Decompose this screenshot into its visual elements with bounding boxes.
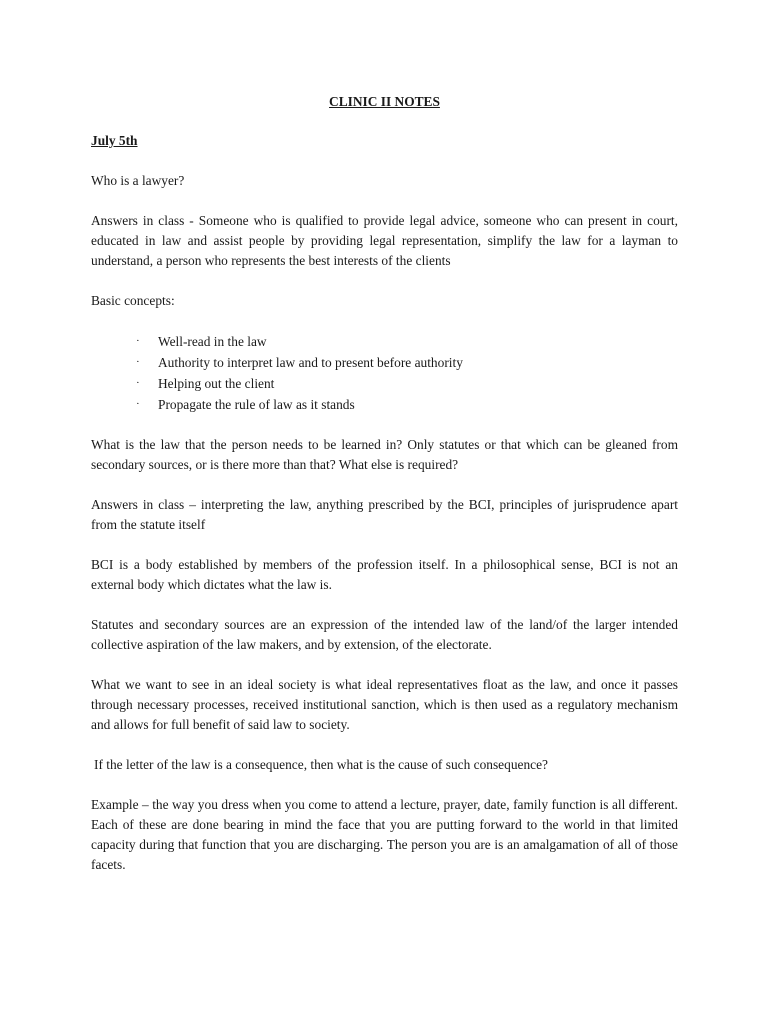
bullet-icon: · (136, 335, 140, 347)
ideal-society-paragraph: What we want to see in an ideal society is what ideal representatives float as the law, and once it passes through necessary processes, received institutional sanction, which is then used as a regulatory mechanism and allows for full benefit of said law to society. (91, 677, 678, 732)
basic-concepts-label: Basic concepts: (91, 293, 175, 308)
question-who-is-lawyer: Who is a lawyer? (91, 173, 185, 188)
bullet-icon: · (136, 356, 140, 368)
list-item (91, 352, 678, 373)
bullet-icon: · (136, 377, 140, 389)
list-item (91, 373, 678, 394)
answers-in-class-2: Answers in class – interpreting the law, anything prescribed by the BCI, principles of jurisprudence apart from the statute itself (91, 497, 678, 532)
list-item (91, 394, 678, 415)
concept-text: Helping out the client (158, 376, 275, 391)
concept-text: Well-read in the law (158, 334, 267, 349)
document-title: CLINIC II NOTES (329, 94, 440, 109)
concept-text: Authority to interpret law and to present before authority (158, 355, 463, 370)
bullet-icon: · (136, 398, 140, 410)
consequence-question: If the letter of the law is a consequence, then what is the cause of such consequence? (94, 757, 548, 772)
concept-text: Propagate the rule of law as it stands (158, 397, 355, 412)
document-page (91, 92, 678, 895)
example-paragraph: Example – the way you dress when you come to attend a lecture, prayer, date, family function is all different. Each of these are done bearing in mind the face that you are putting forward to the world in that limited capacity during that function that you are discharging. The person you are is an amalgamation of all of those facets. (91, 797, 678, 872)
answers-in-class-1: Answers in class - Someone who is qualified to provide legal advice, someone who can present in court, educated in law and assist people by providing legal representation, simplify the law for a layman to understand, a person who represents the best interests of the clients (91, 213, 678, 268)
list-item (91, 331, 678, 352)
statutes-paragraph: Statutes and secondary sources are an expression of the intended law of the land/of the larger intended collective aspiration of the law makers, and by extension, of the electorate. (91, 617, 678, 652)
bci-paragraph: BCI is a body established by members of the profession itself. In a philosophical sense, BCI is not an external body which dictates what the law is. (91, 557, 678, 592)
concepts-list (91, 331, 678, 415)
question-law-learned-in: What is the law that the person needs to be learned in? Only statutes or that which can be gleaned from secondary sources, or is there more than that? What else is required? (91, 437, 678, 472)
date-heading: July 5th (91, 133, 138, 148)
